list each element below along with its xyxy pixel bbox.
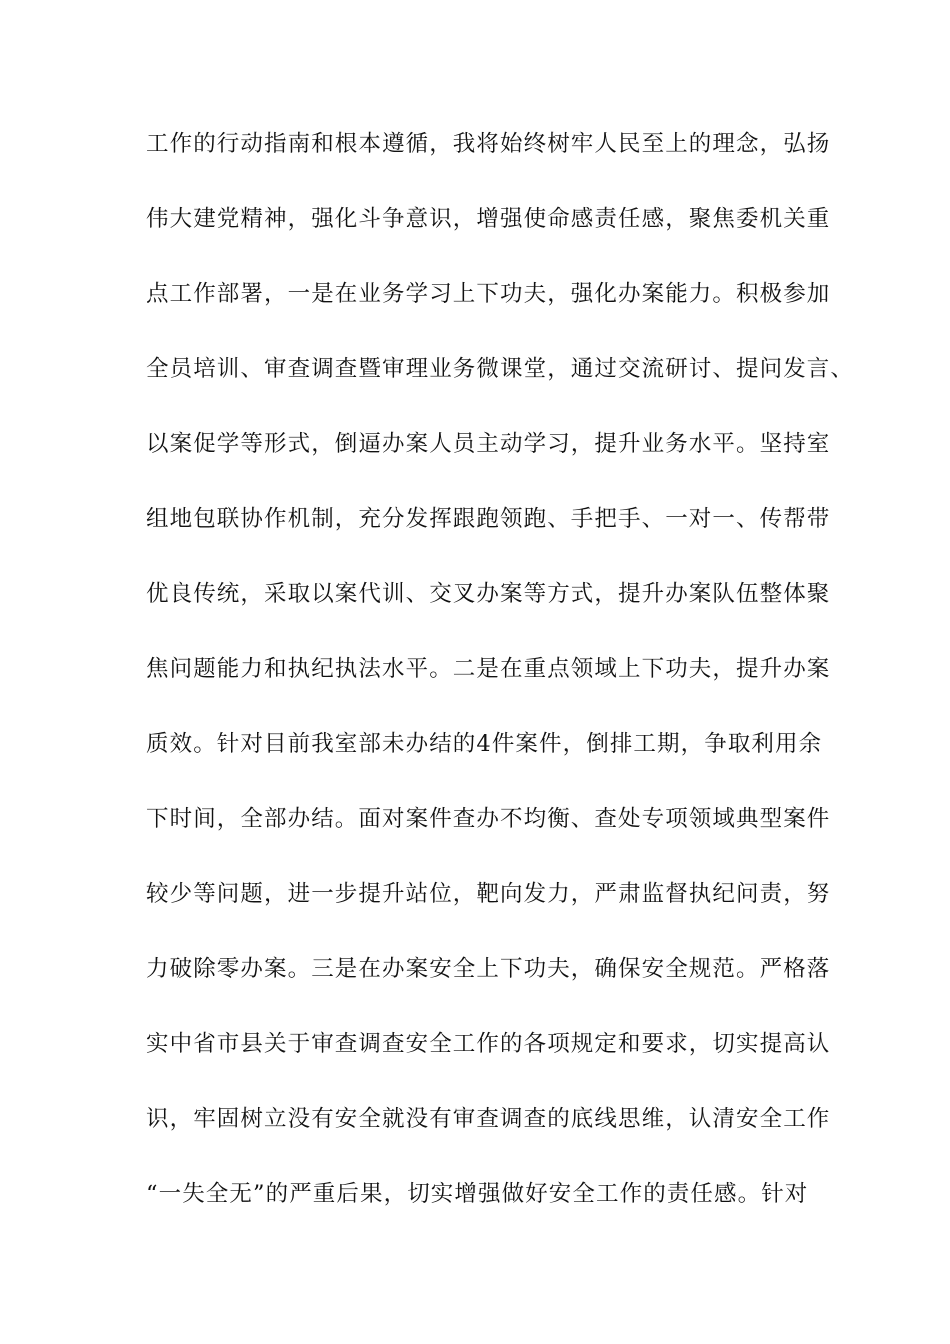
text-line-7: 优良传统，采取以案代训、交叉办案等方式，提升办案队伍整体聚 bbox=[146, 581, 831, 607]
text-line-1: 工作的行动指南和根本遵循，我将始终树牢人民至上的理念，弘扬 bbox=[146, 131, 831, 157]
text-line-8: 焦问题能力和执纪执法水平。二是在重点领域上下功夫，提升办案 bbox=[146, 656, 831, 682]
text-line-10: 下时间，全部办结。面对案件查办不均衡、查处专项领域典型案件 bbox=[146, 806, 831, 832]
text-line-4: 全员培训、审查调查暨审理业务微课堂，通过交流研讨、提问发言、 bbox=[146, 356, 855, 382]
text-line-13: 实中省市县关于审查调查安全工作的各项规定和要求，切实提高认 bbox=[146, 1031, 831, 1057]
text-line-14: 识，牢固树立没有安全就没有审查调查的底线思维，认清安全工作 bbox=[146, 1106, 831, 1132]
text-line-6: 组地包联协作机制，充分发挥跟跑领跑、手把手、一对一、传帮带 bbox=[146, 506, 831, 532]
text-line-11: 较少等问题，进一步提升站位，靶向发力，严肃监督执纪问责，努 bbox=[146, 881, 831, 907]
text-line-5: 以案促学等形式，倒逼办案人员主动学习，提升业务水平。坚持室 bbox=[146, 431, 831, 457]
text-line-15: “一失全无”的严重后果，切实增强做好安全工作的责任感。针对 bbox=[146, 1181, 809, 1207]
text-line-2: 伟大建党精神，强化斗争意识，增强使命感责任感，聚焦委机关重 bbox=[146, 206, 831, 232]
text-line-12: 力破除零办案。三是在办案安全上下功夫，确保安全规范。严格落 bbox=[146, 956, 831, 982]
text-line-3: 点工作部署，一是在业务学习上下功夫，强化办案能力。积极参加 bbox=[146, 281, 831, 307]
text-line-9: 质效。针对目前我室部未办结的4件案件，倒排工期，争取利用余 bbox=[146, 731, 823, 757]
body-text bbox=[146, 131, 855, 1256]
